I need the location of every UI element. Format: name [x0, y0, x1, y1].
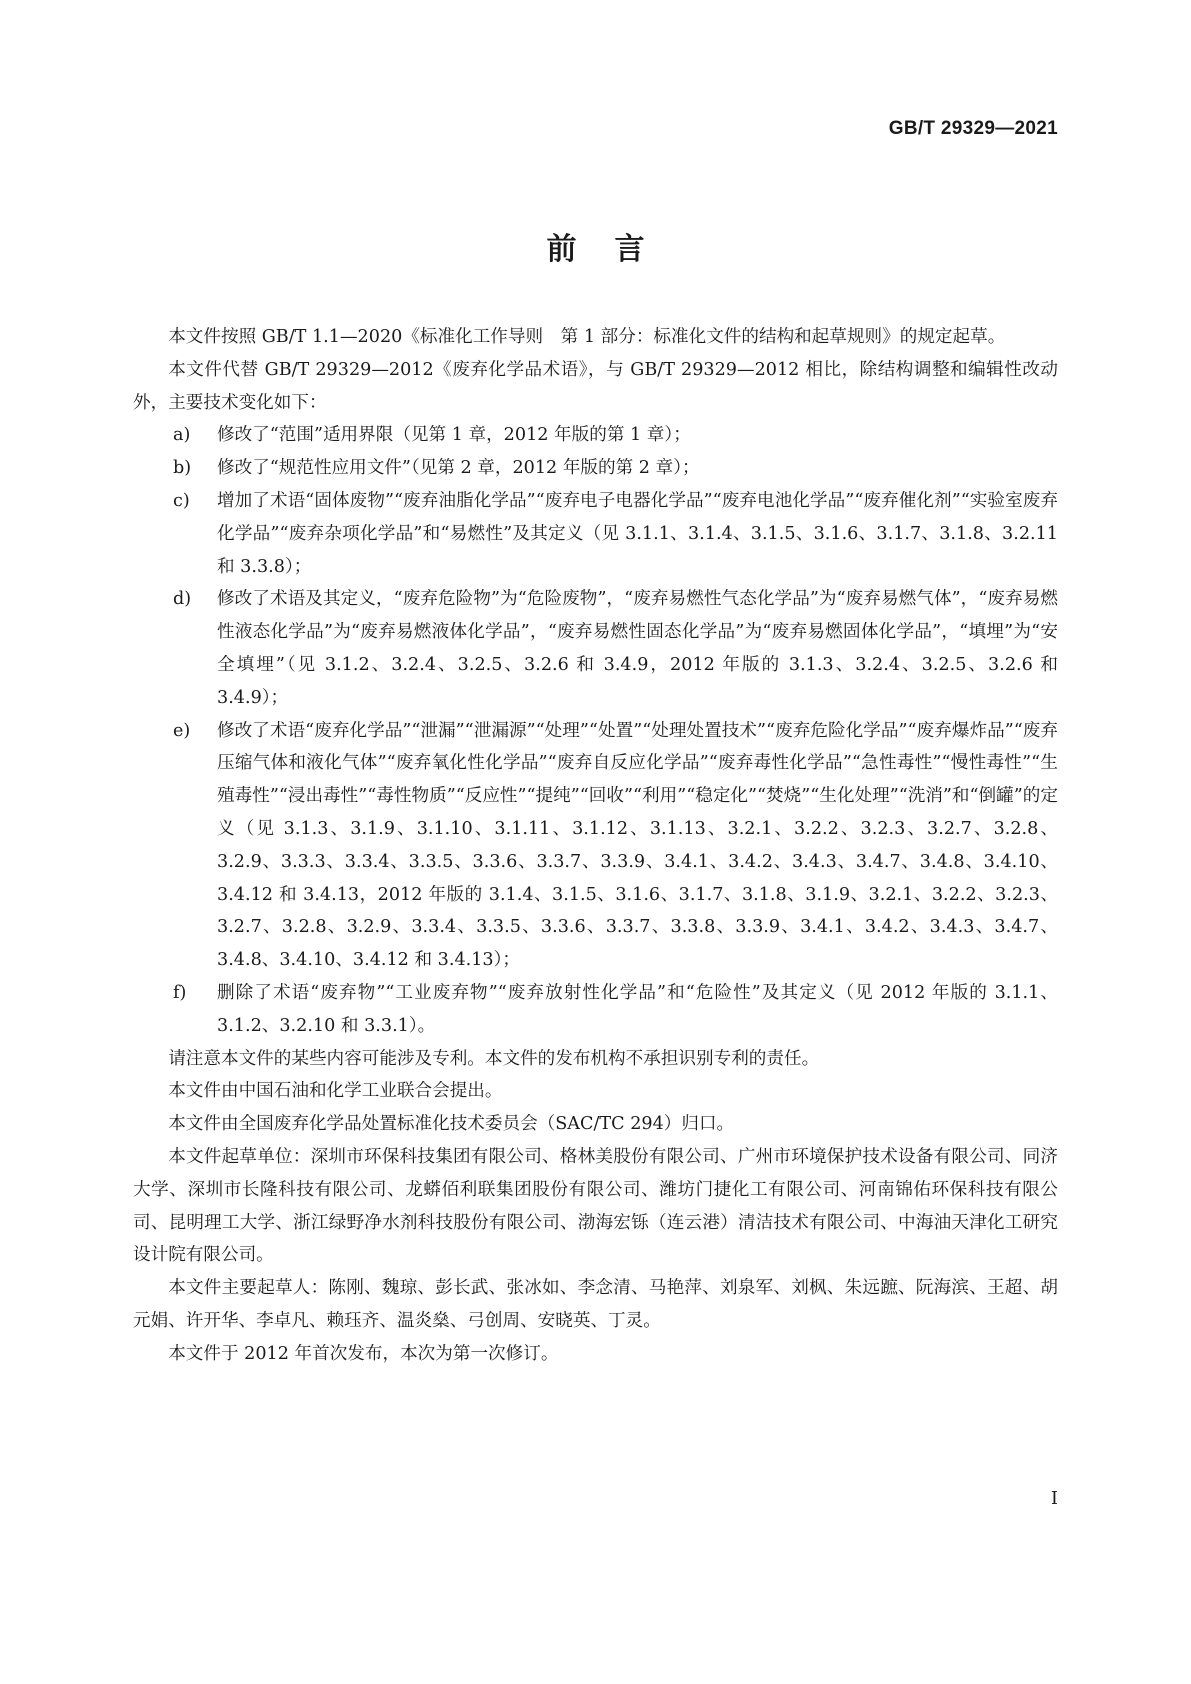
paragraph-history: 本文件于 2012 年首次发布，本次为第一次修订。: [168, 1343, 559, 1364]
paragraph-patent-notice: 请注意本文件的某些内容可能涉及专利。本文件的发布机构不承担识别专利的责任。: [168, 1048, 820, 1069]
list-item: [133, 583, 1058, 714]
list-marker: a): [173, 425, 191, 446]
paragraph-drafters: 本文件主要起草人：陈刚、魏琼、彭长武、张冰如、李念清、马艳萍、刘泉军、刘枫、朱远蹠、阮海滨、王超、胡元娟、许开华、李卓凡、赖珏齐、温炎燊、弓创周、安晓英、丁灵。: [133, 1278, 1058, 1331]
list-item-text: 修改了“规范性应用文件”（见第 2 章，2012 年版的第 2 章）；: [217, 458, 700, 479]
list-item-text: 修改了术语及其定义，“废弃危险物”为“危险废物”，“废弃易燃性气态化学品”为“废弃易燃气体”，“废弃易燃性液态化学品”为“废弃易燃液体化学品”，“废弃易燃性固态化学品”为“废弃易燃固体化学品”，“填埋”为“安全填埋”（见 3.1.2、3.2.4、3.2.5、3.2.6 和 3.4.9，2012 年版的 3.1.3、3.2.4、3.2.5、3.2.6 和 3.4.9）；: [217, 589, 1058, 708]
paragraph-committee: 本文件由全国废弃化学品处置标准化技术委员会（SAC/TC 294）归口。: [168, 1114, 735, 1135]
standard-code: GB/T 29329—2021: [888, 118, 1058, 139]
changes-list: [133, 419, 1058, 1042]
list-marker: c): [173, 490, 190, 511]
list-marker: f): [173, 982, 187, 1003]
list-marker: e): [173, 720, 191, 741]
list-item-text: 修改了“范围”适用界限（见第 1 章，2012 年版的第 1 章）；: [217, 425, 691, 446]
paragraph-drafting-units: 本文件起草单位：深圳市环保科技集团有限公司、格林美股份有限公司、广州市环境保护技术设备有限公司、同济大学、深圳市长隆科技有限公司、龙蟒佰利联集团股份有限公司、潍坊门捷化工有限公司、河南锦佑环保科技有限公司、昆明理工大学、浙江绿野净水剂科技股份有限公司、渤海宏铄（连云港）清洁技术有限公司、中海油天津化工研究设计院有限公司。: [133, 1146, 1058, 1266]
list-item: [133, 419, 1058, 452]
list-item: [133, 485, 1058, 583]
list-item-text: 删除了术语“废弃物”“工业废弃物”“废弃放射性化学品”和“危险性”及其定义（见 2012 年版的 3.1.1、3.1.2、3.2.10 和 3.3.1）。: [217, 982, 1058, 1036]
list-item: [133, 715, 1058, 977]
list-marker: b): [173, 458, 192, 479]
list-item-text: 修改了术语“废弃化学品”“泄漏”“泄漏源”“处理”“处置”“处理处置技术”“废弃危险化学品”“废弃爆炸品”“废弃压缩气体和液化气体”“废弃氧化性化学品”“废弃自反应化学品”“废弃毒性化学品”“急性毒性”“慢性毒性”“生殖毒性”“浸出毒性”“毒性物质”“反应性”“提纯”“回收”“利用”“稳定化”“焚烧”“生化处理”“洗消”和“倒罐”的定义（见 3.1.3、3.1.9、3.1.10、3.1.11、3.1.12、3.1.13、3.2.1、3.2.2、3.2.3、3.2.7、3.2.8、3.2.9、3.3.3、3.3.4、3.3.5、3.3.6、3.3.7、3.3.9、3.4.1、3.4.2、3.4.3、3.4.7、3.4.8、3.4.10、3.4.12 和 3.4.13，2012 年版的 3.1.4、3.1.5、3.1.6、3.1.7、3.1.8、3.1.9、3.2.1、3.2.2、3.2.3、3.2.7、3.2.8、3.2.9、3.3.4、3.3.5、3.3.6、3.3.7、3.3.8、3.3.9、3.4.1、3.4.2、3.4.3、3.4.7、3.4.8、3.4.10、3.4.12 和 3.4.13）；: [217, 720, 1058, 971]
list-item: [133, 452, 1058, 485]
list-item: [133, 977, 1058, 1043]
page-title: 前言: [546, 232, 683, 267]
paragraph-replacement: 本文件代替 GB/T 29329—2012《废弃化学品术语》，与 GB/T 29329—2012 相比，除结构调整和编辑性改动外，主要技术变化如下：: [133, 359, 1058, 413]
paragraph-drafting-rules: 本文件按照 GB/T 1.1—2020《标准化工作导则 第 1 部分：标准化文件的结构和起草规则》的规定起草。: [168, 327, 1006, 347]
list-marker: d): [173, 589, 192, 610]
paragraph-proposer: 本文件由中国石油和化学工业联合会提出。: [168, 1081, 503, 1102]
page-number: I: [1050, 1488, 1058, 1509]
list-item-text: 增加了术语“固体废物”“废弃油脂化学品”“废弃电子电器化学品”“废弃电池化学品”“废弃催化剂”“实验室废弃化学品”“废弃杂项化学品”和“易燃性”及其定义（见 3.1.1、3.1.4、3.1.5、3.1.6、3.1.7、3.1.8、3.2.11 和 3.3.8）；: [217, 490, 1058, 577]
foreword-body: [133, 321, 1058, 1371]
